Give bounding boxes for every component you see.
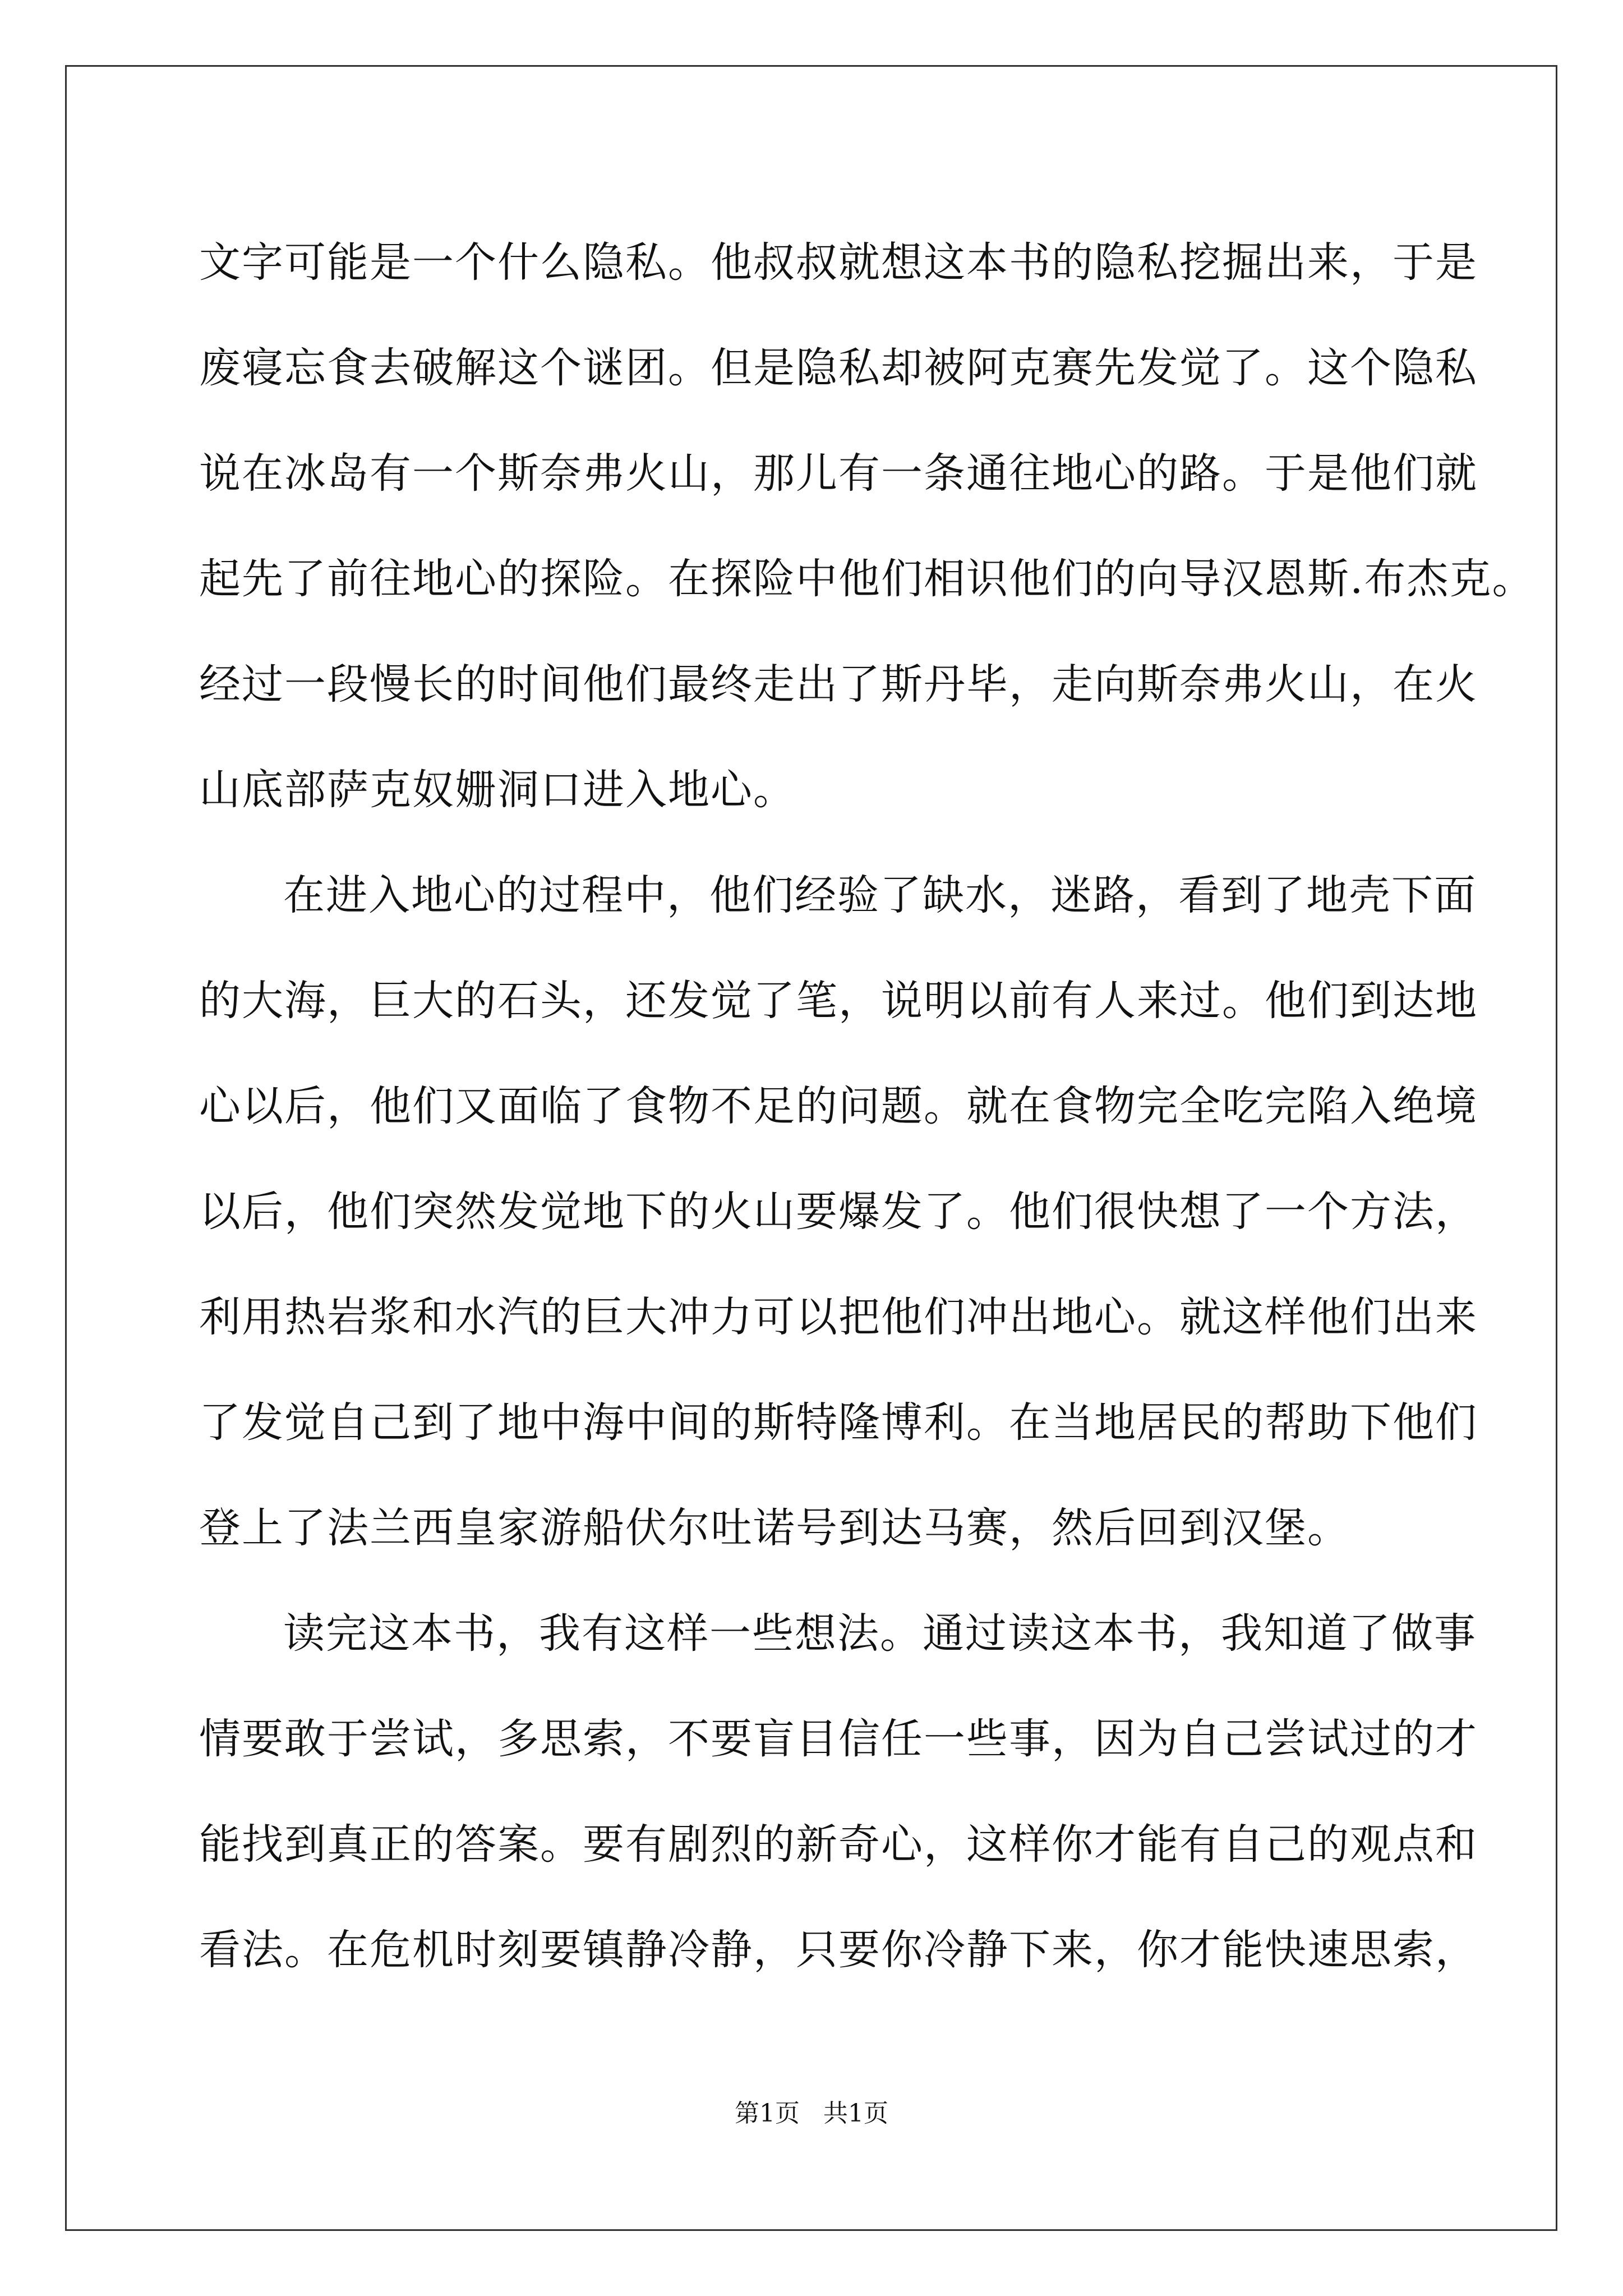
- text-line: 情要敢于尝试，多思索，不要盲目信任一些事，因为自己尝试过的才: [199, 1715, 1478, 1763]
- text-line: 能找到真正的答案。要有剧烈的新奇心，这样你才能有自己的观点和: [199, 1820, 1478, 1869]
- paragraph-first-line: 在进入地心的过程中，他们经验了缺水，迷路，看到了地壳下面: [283, 871, 1477, 919]
- text-line: 登上了法兰西皇家游船伏尔吐诺号到达马赛，然后回到汉堡。: [199, 1504, 1350, 1552]
- text-line: 心以后，他们又面临了食物不足的问题。就在食物完全吃完陷入绝境: [199, 1082, 1478, 1130]
- page-footer: 第1页 共1页: [735, 2099, 888, 2128]
- paragraph-first-line: 读完这本书，我有这样一些想法。通过读这本书，我知道了做事: [283, 1609, 1477, 1658]
- text-line: 说在冰岛有一个斯奈弗火山，那儿有一条通往地心的路。于是他们就: [199, 449, 1478, 498]
- text-line: 的大海，巨大的石头，还发觉了笔，说明以前有人来过。他们到达地: [199, 977, 1478, 1025]
- text-line: 经过一段慢长的时间他们最终走出了斯丹毕，走向斯奈弗火山，在火: [199, 660, 1478, 708]
- text-line: 废寝忘食去破解这个谜团。但是隐私却被阿克赛先发觉了。这个隐私: [199, 344, 1478, 392]
- text-line: 利用热岩浆和水汽的巨大冲力可以把他们冲出地心。就这样他们出来: [199, 1293, 1478, 1341]
- text-line: 了发觉自己到了地中海中间的斯特隆博利。在当地居民的帮助下他们: [199, 1398, 1478, 1447]
- text-line: 以后，他们突然发觉地下的火山要爆发了。他们很快想了一个方法，: [199, 1188, 1478, 1236]
- text-line: 起先了前往地心的探险。在探险中他们相识他们的向导汉恩斯.布杰克。: [199, 555, 1535, 603]
- text-line: 看法。在危机时刻要镇静冷静，只要你冷静下来，你才能快速思索，: [199, 1926, 1478, 1974]
- document-body: [199, 210, 1535, 2003]
- text-line: 山底部萨克奴姗洞口进入地心。: [199, 766, 796, 814]
- text-line: 文字可能是一个什么隐私。他叔叔就想这本书的隐私挖掘出来，于是: [199, 238, 1478, 287]
